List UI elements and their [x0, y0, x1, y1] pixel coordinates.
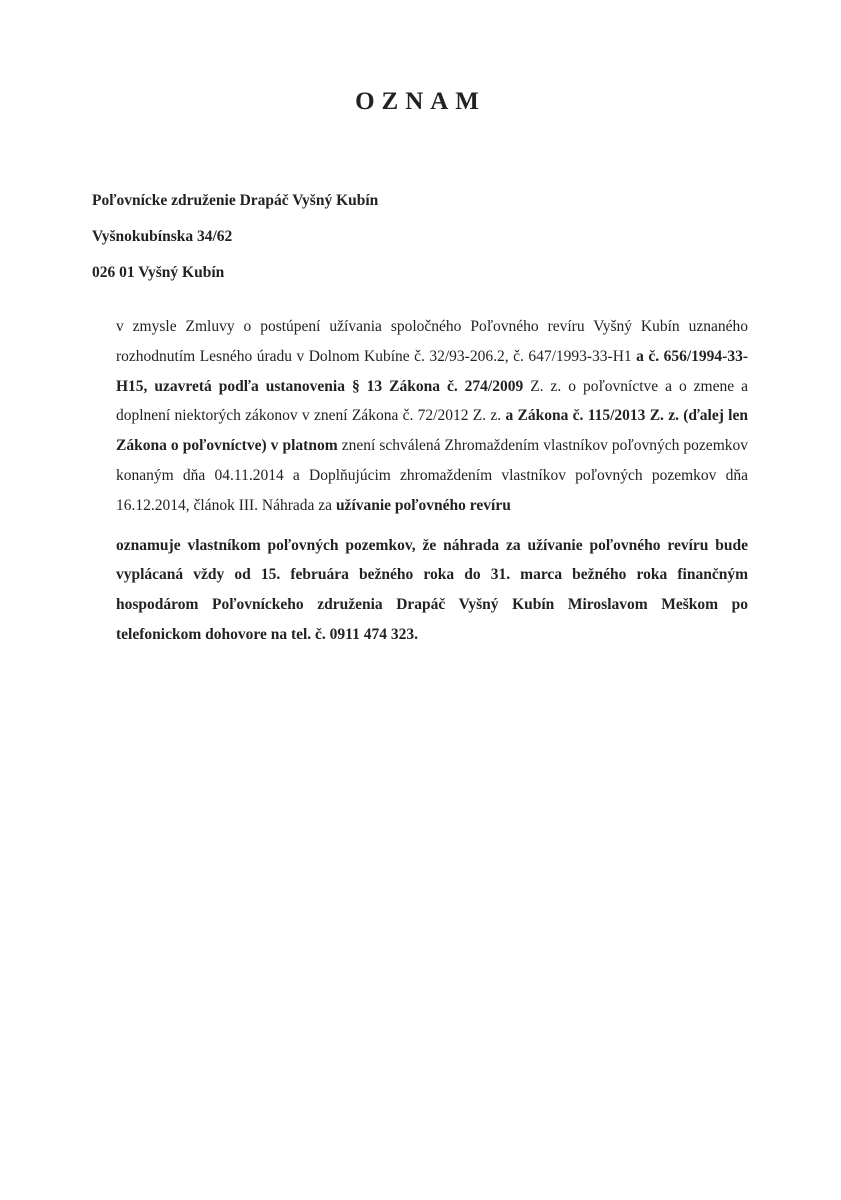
paragraph-1-text-3: znení schválená Zhromaždením vlastníkov poľovných pozemkov konaným dňa 04.11.2014 a Doplňujúcim zhromaždením vlastníkov poľovných pozemkov dňa 16.12.2014, článok III. Náhrada za [116, 437, 748, 514]
sender-street: Vyšnokubínska 34/62 [92, 228, 233, 245]
paragraph-1-text-2: Z. z. o poľovníctve a o zmene a doplnení niektorých zákonov v znení Zákona č. 72/2012 Z. z. [116, 377, 748, 425]
paragraph-1-bold-3: užívanie poľovného revíru [335, 496, 511, 514]
sender-name: Poľovnícke združenie Drapáč Vyšný Kubín [92, 192, 379, 209]
paragraph-1-bold-2: a Zákona č. 115/2013 Z. z. (ďalej len Zákona o poľovníctve) v platnom [116, 407, 748, 455]
sender-city: 026 01 Vyšný Kubín [92, 264, 225, 281]
paragraph-1-text-1: v zmysle Zmluvy o postúpení užívania spoločného Poľovného revíru Vyšný Kubín uznaného rozhodnutím Lesného úradu v Dolnom Kubíne č. 32/93-206.2, č. 647/1993-33-H1 [116, 318, 748, 365]
document-title: OZNAM [355, 88, 486, 115]
document-body [116, 312, 748, 650]
sender-address-block [92, 183, 378, 291]
paragraph-1-bold-1: a č. 656/1994-33-H15, uzavretá podľa ustanovenia § 13 Zákona č. 274/2009 [116, 347, 749, 395]
body-paragraph-1 [116, 312, 748, 521]
body-paragraph-2: oznamuje vlastníkom poľovných pozemkov, že náhrada za užívanie poľovného revíru bude vyplácaná vždy od 15. februára bežného roka do 31. marca bežného roka finančným hospodárom Poľovníckeho združenia Drapáč Vyšný Kubín Miroslavom Meškom po telefonickom dohovore na tel. č. 0911 474 323. [116, 536, 748, 643]
